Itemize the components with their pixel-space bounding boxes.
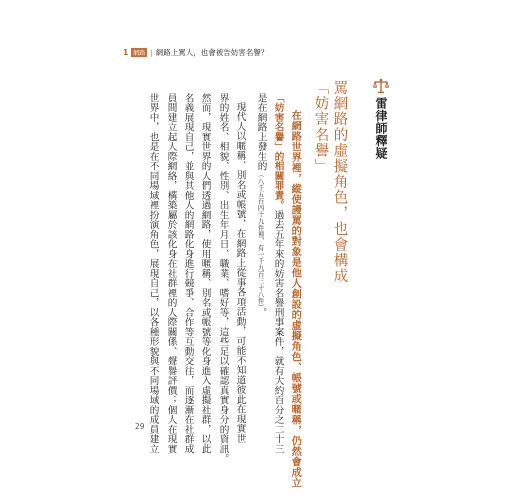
running-header [123, 45, 268, 59]
running-title: 網路上罵人，也會被告妨害名譽？ [155, 47, 269, 57]
paragraph-line-2: 界的姓名、相貌、性別、出生年月日、職業、嗜好等，這些足以確認真實身分的資訊。 [217, 93, 229, 464]
paragraph-line-1: 現代人以暱稱、別名或帳號，在網路上從事各項活動，可能不知道彼此在現實世 [234, 102, 246, 444]
chapter-tag: 網路 [133, 49, 146, 57]
header-separator: | [150, 47, 153, 57]
chapter-title-line-2: 「妨害名譽」 [312, 80, 329, 175]
case-count-note: （八千五百四十九件裡，有一千九百三十八件） [256, 171, 265, 308]
body-column-3 [256, 93, 266, 423]
balance-scale-icon [373, 78, 389, 94]
page-number: 29 [135, 422, 145, 431]
lead-highlight-continued: 「妨害名譽」的相關罪責。 [272, 93, 284, 210]
chapter-title-line-1: 罵網路的虛擬角色，也會構成 [331, 80, 348, 285]
body-column-2 [272, 93, 284, 454]
paragraph-line-4: 名義展現自己，並與其他人的網路化身進行競爭、合作等互動交往，而逐漸在社群成 [182, 93, 194, 454]
body-text-3: 是在網路上發生的 [255, 93, 267, 171]
body-text-3-end: 。 [255, 307, 267, 318]
section-logo-text: 雷律師釋疑 [374, 97, 388, 160]
chapter-number: 1 [123, 47, 129, 57]
paragraph-line-6: 世界中，也是在不同場域裡扮演角色，展現自己，以各種形貌與不同場域的成員建立 [147, 93, 159, 454]
paragraph-line-3: 然而，現實世界的人們透過網路，使用暱稱、別名或帳號等化身進入虛擬社群，以此 [199, 93, 211, 454]
lead-highlight: 在網路世界裡，縱使謾罵的對象是他人創設的虛擬角色、帳號或暱稱，仍然會成立 [289, 110, 302, 488]
body-text-2: 過去五年來的妨害名譽刑事案件，就有大約百分之二十三 [272, 210, 284, 454]
paragraph-line-5: 員間建立起人際網絡，構築屬於該化身在社群裡的人際關係、聲譽評價；個人在現實 [165, 93, 177, 454]
